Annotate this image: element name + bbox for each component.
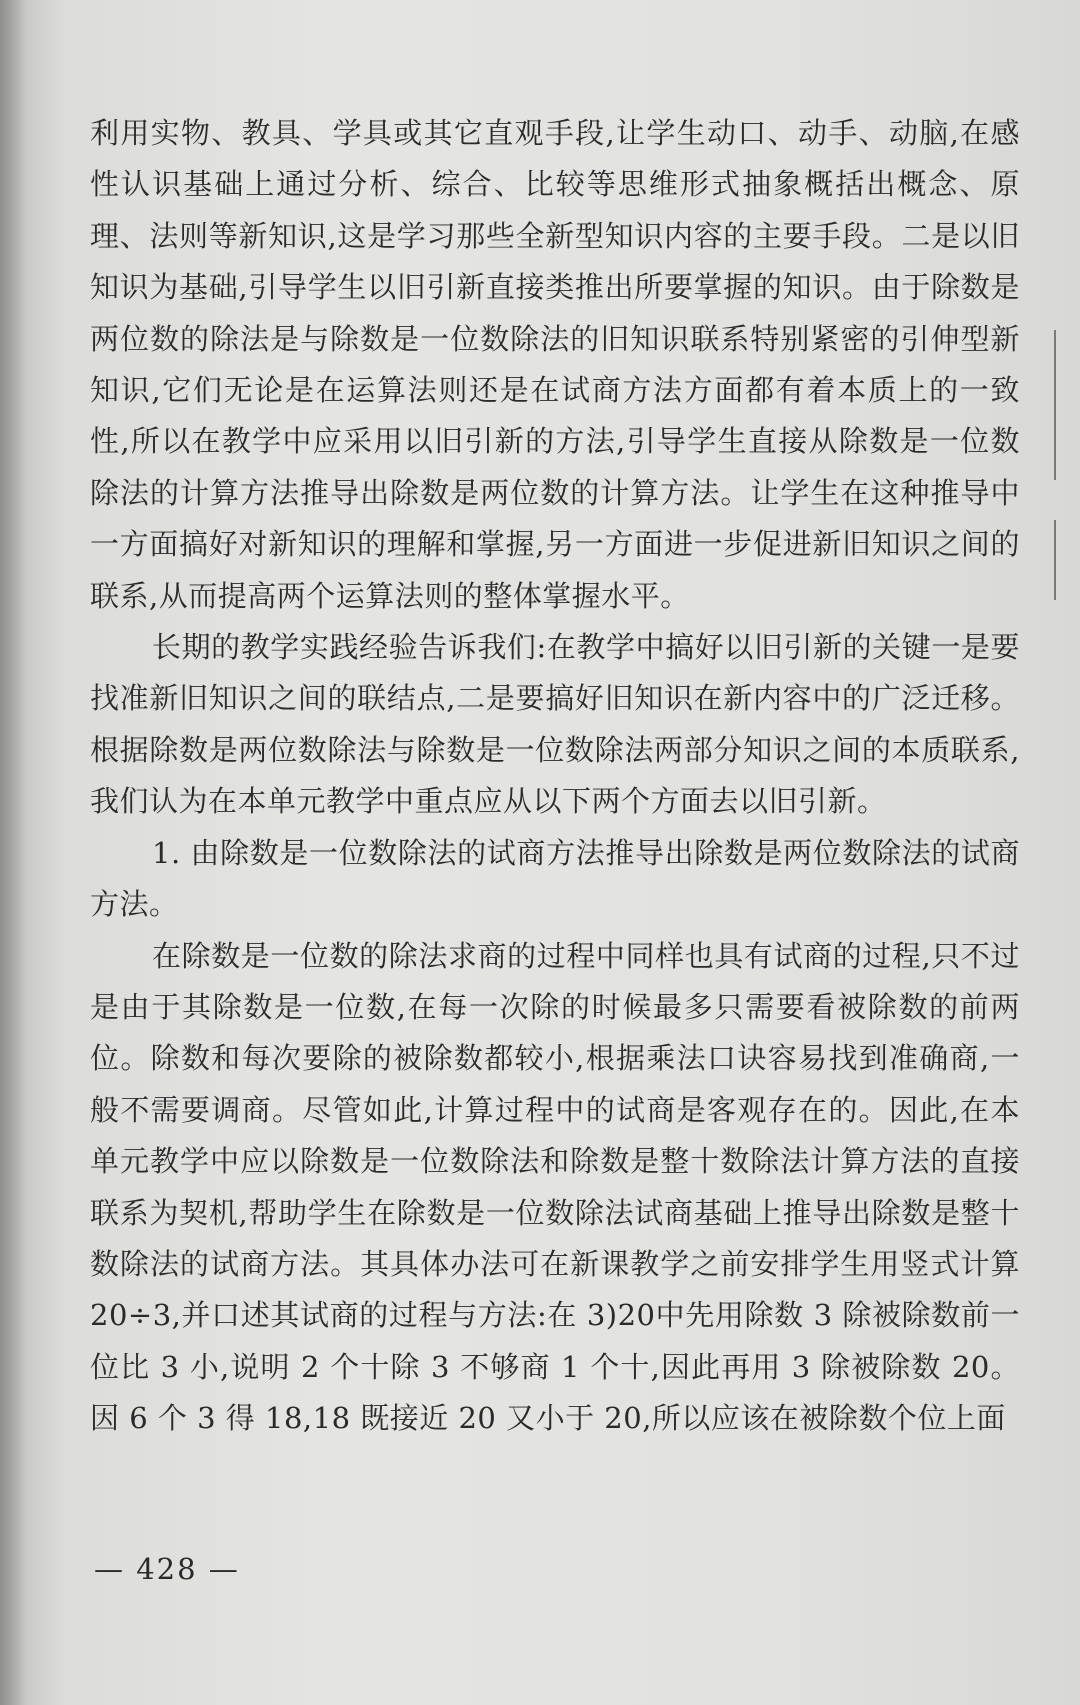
paragraph-2: 长期的教学实践经验告诉我们:在教学中搞好以旧引新的关键一是要找准新旧知识之间的联结点,二是要搞好旧知识在新内容中的广泛迁移。根据除数是两位数除法与除数是一位数除法两部分知识之间的本质联系,我们认为在本单元教学中重点应从以下两个方面去以旧引新。 [90, 630, 1020, 819]
body-text [90, 108, 1020, 1445]
paragraph-4: 在除数是一位数的除法求商的过程中同样也具有试商的过程,只不过是由于其除数是一位数,在每一次除的时候最多只需要看被除数的前两位。除数和每次要除的被除数都较小,根据乘法口诀容易找到准确商,一般不需要调商。尽管如此,计算过程中的试商是客观存在的。因此,在本单元教学中应以除数是一位数除法和除数是整十数除法计算方法的直接联系为契机,帮助学生在除数是一位数除法试商基础上推导出除数是整十数除法的试商方法。其具体办法可在新课教学之前安排学生用竖式计算 20÷3,并口述其试商的过程与方法:在 3)20中先用除数 3 除被除数前一位比 3 小,说明 2 个十除 3 不够商 1 个十,因此再用 3 除被除数 20。因 6 个 3 得 18,18 既接近 20 又小于 20,所以应该在被除数个位上面 [90, 938, 1020, 1436]
page-number: — 428 — [94, 1552, 240, 1586]
scan-edge-mark [1054, 330, 1056, 480]
scan-edge-mark [1054, 520, 1056, 600]
paragraph-1: 利用实物、教具、学具或其它直观手段,让学生动口、动手、动脑,在感性认识基础上通过分析、综合、比较等思维形式抽象概括出概念、原理、法则等新知识,这是学习那些全新型知识内容的主要手段。二是以旧知识为基础,引导学生以旧引新直接类推出所要掌握的知识。由于除数是两位数的除法是与除数是一位数除法的旧知识联系特别紧密的引伸型新知识,它们无论是在运算法则还是在试商方法方面都有着本质上的一致性,所以在教学中应采用以旧引新的方法,引导学生直接从除数是一位数除法的计算方法推导出除数是两位数的计算方法。让学生在这种推导中一方面搞好对新知识的理解和掌握,另一方面进一步促进新旧知识之间的联系,从而提高两个运算法则的整体掌握水平。 [90, 116, 1020, 613]
paragraph-3-numbered-item: 1. 由除数是一位数除法的试商方法推导出除数是两位数除法的试商方法。 [90, 835, 1020, 922]
